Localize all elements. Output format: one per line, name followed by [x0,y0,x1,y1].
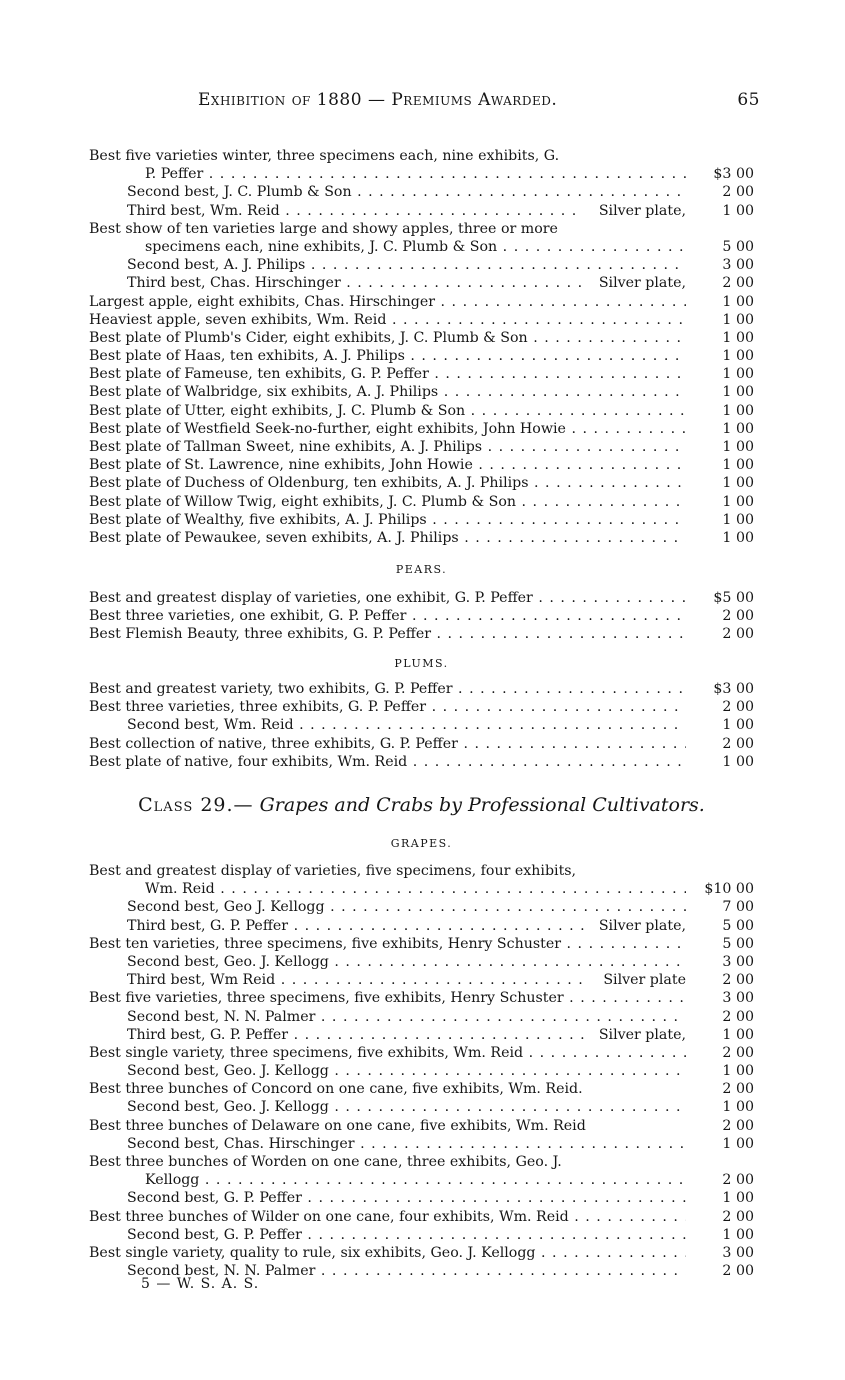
entry-text: Kellogg . . . [145,1171,686,1189]
entry-amount: 2 00 [722,1172,754,1189]
award-entry [89,1171,754,1189]
award-entry [89,716,754,734]
award-entry [89,1226,754,1244]
award-entry [89,474,754,492]
entry-amount: 2 00 [722,1008,754,1025]
page-header [88,90,760,114]
award-entry [89,202,754,220]
entry-text: Best show of ten varieties large and showy apples, three or more [89,220,558,237]
entry-text: Third best, Chas. Hirschinger . . . [127,274,584,292]
award-entry [89,917,754,935]
entry-text: specimens each, nine exhibits, J. C. Plumb & Son . . . [145,238,686,256]
class-subtitle: Grapes and Crabs by Professional Cultivators. [259,794,705,816]
entry-text: Best plate of Tallman Sweet, nine exhibits, A. J. Philips . . . [89,438,686,456]
award-entry [89,898,754,916]
entry-amount: 1 00 [722,1190,754,1207]
prize-label: Silver plate [603,972,686,989]
award-entry [89,1189,754,1207]
prize-label: Silver plate, [598,1026,686,1043]
entry-amount: 2 00 [722,1044,754,1061]
entry-amount: 1 00 [722,475,754,492]
entry-amount: $3 00 [713,681,754,697]
award-entry [89,607,754,625]
entry-amount: 2 00 [722,275,754,292]
entry-text: Best three bunches of Concord on one cane, five exhibits, Wm. Reid. [89,1081,583,1098]
entry-text: Best three bunches of Worden on one cane, three exhibits, Geo. J. [89,1154,562,1170]
running-title: Exhibition of 1880 — Premiums Awarded. [198,90,558,110]
entry-amount: 2 00 [722,735,754,752]
entry-text: Best plate of native, four exhibits, Wm. Reid . . . [89,753,686,771]
entry-text: Second best, N. N. Palmer . . . [127,1008,686,1026]
entry-amount: 1 00 [722,366,754,383]
award-entry [89,456,754,474]
entry-text: Second best, N. N. Palmer . . . [127,1262,686,1280]
award-entry [89,1244,754,1262]
class-label: Class 29.— [138,794,254,816]
award-entry [89,753,754,771]
prize-label: Silver plate, [598,202,686,219]
entry-text: Third best, G. P. Peffer . . . [127,1026,584,1044]
signature-mark: 5 — W. S. A. S. [141,1276,260,1292]
entry-amount: 2 00 [722,626,754,643]
entry-amount: 2 00 [722,1208,754,1225]
award-entry [89,165,754,183]
entry-text: Second best, G. P. Peffer . . . [127,1189,686,1207]
entry-amount: 5 00 [722,238,754,255]
entry-amount: 2 00 [722,1263,754,1280]
entry-amount: 2 00 [722,1117,754,1134]
award-entry [89,183,754,201]
entry-amount: $10 00 [704,881,754,898]
entry-amount: 1 00 [722,439,754,455]
award-entry [89,1117,754,1135]
award-entry [89,971,754,989]
award-entry [89,347,754,365]
entry-amount: 1 00 [722,457,754,474]
entry-amount: 5 00 [722,917,754,934]
grapes-heading: GRAPES. [390,837,453,850]
award-entry [89,735,754,753]
entry-text: Second best, J. C. Plumb & Son . . . [127,183,686,201]
entry-amount: 1 00 [722,402,754,419]
entry-text: Second best, Chas. Hirschinger . . . [127,1135,686,1153]
entry-amount: 1 00 [722,1026,754,1043]
entry-amount: 1 00 [722,529,754,546]
entry-text: Third best, Wm Reid . . . [127,971,584,989]
award-entry [89,256,754,274]
entry-text: Best Flemish Beauty, three exhibits, G. P. Peffer . . . [89,625,686,643]
entry-amount: 7 00 [722,899,754,916]
prize-label: Silver plate, [598,917,686,934]
award-entry [89,220,754,238]
prize-label: Silver plate, [598,275,686,292]
award-entry [89,680,754,698]
entry-text: Third best, Wm. Reid . . . [127,202,584,220]
award-entry [89,880,754,898]
entry-amount: 2 00 [722,608,754,625]
entry-amount: 1 00 [722,717,754,734]
entry-amount: 3 00 [722,257,754,274]
award-entry [89,365,754,383]
entry-amount: 1 00 [722,202,754,219]
entry-amount: 1 00 [722,311,754,328]
award-entry [89,511,754,529]
award-entry [89,238,754,256]
award-entry [89,493,754,511]
plums-heading: PLUMS. [394,657,449,670]
award-entry [89,274,754,292]
award-entry [89,862,754,880]
entry-text: Best single variety, three specimens, five exhibits, Wm. Reid . . . [89,1044,686,1062]
entry-amount: 1 00 [722,420,754,437]
entry-amount: 1 00 [722,753,754,770]
award-entry [89,329,754,347]
entry-amount: 1 00 [722,511,754,528]
entry-text: Best plate of Duchess of Oldenburg, ten exhibits, A. J. Philips . . . [89,474,686,492]
award-entry [89,438,754,456]
award-entry [89,1026,754,1044]
award-entry [89,989,754,1007]
entry-text: Best and greatest variety, two exhibits, G. P. Peffer . . . [89,680,686,698]
plums-list [89,680,754,771]
entry-amount: $5 00 [713,590,754,606]
entry-text: Second best, Geo. J. Kellogg . . . [127,1062,686,1080]
entry-text: Second best, Geo J. Kellogg . . . [127,898,686,916]
entry-text: Best plate of Fameuse, ten exhibits, G. P. Peffer . . . [89,365,686,383]
entry-amount: 3 00 [722,953,754,970]
entry-amount: 1 00 [722,384,754,401]
entry-text: Best three varieties, three exhibits, G. P. Peffer . . . [89,698,686,716]
entry-text: Best plate of Wealthy, five exhibits, A. J. Philips . . . [89,511,686,529]
award-entry [89,1208,754,1226]
entry-text: Wm. Reid . . . [145,880,686,898]
entry-text: Best and greatest display of varieties, one exhibit, G. P. Peffer . . . [89,589,686,607]
entry-text: Largest apple, eight exhibits, Chas. Hirschinger . . . [89,293,686,311]
entry-text: Heaviest apple, seven exhibits, Wm. Reid . . . [89,311,686,329]
award-entry [89,953,754,971]
award-entry [89,935,754,953]
entry-text: Best three bunches of Delaware on one cane, five exhibits, Wm. Reid [89,1117,586,1134]
entry-amount: 2 00 [722,972,754,989]
entry-text: Best plate of Plumb's Cider, eight exhibits, J. C. Plumb & Son . . . [89,329,686,347]
entry-text: Best plate of St. Lawrence, nine exhibits, John Howie . . . [89,456,686,474]
entry-text: Best three varieties, one exhibit, G. P. Peffer . . . [89,607,686,625]
award-entry [89,293,754,311]
entry-amount: 1 00 [722,1226,754,1243]
entry-text: Second best, A. J. Philips . . . [127,256,686,274]
entry-amount: 2 00 [722,184,754,201]
entry-text: Best ten varieties, three specimens, five exhibits, Henry Schuster . . . [89,935,686,953]
award-entry [89,1080,754,1098]
page-number: 65 [737,90,760,110]
award-entry [89,311,754,329]
award-entry [89,1153,754,1171]
entry-text: Best three bunches of Wilder on one cane, four exhibits, Wm. Reid . . . [89,1208,686,1226]
award-entry [89,529,754,547]
class-heading [89,794,754,820]
award-entry [89,402,754,420]
entry-amount: $3 00 [713,166,754,183]
entry-amount: 1 00 [722,348,754,365]
pears-heading: PEARS. [395,563,448,576]
entry-amount: 1 00 [722,1099,754,1116]
apples-list [89,147,754,547]
entry-text: P. Peffer . . . [145,165,686,183]
award-entry [89,625,754,643]
entry-amount: 2 00 [722,699,754,716]
entry-text: Second best, G. P. Peffer . . . [127,1226,686,1244]
entry-amount: 1 00 [722,1135,754,1152]
entry-amount: 1 00 [722,329,754,346]
award-entry [89,1135,754,1153]
entry-amount: 3 00 [722,1244,754,1261]
entry-amount: 1 00 [722,1063,754,1080]
award-entry [89,589,754,607]
entry-amount: 2 00 [722,1081,754,1098]
entry-amount: 3 00 [722,990,754,1007]
entry-text: Second best, Geo. J. Kellogg . . . [127,953,686,971]
entry-text: Third best, G. P. Peffer . . . [127,917,584,935]
entry-text: Second best, Geo. J. Kellogg . . . [127,1098,686,1116]
award-entry [89,1008,754,1026]
entry-text: Second best, Wm. Reid . . . [127,716,686,734]
entry-amount: 1 00 [722,493,754,510]
entry-text: Best collection of native, three exhibits, G. P. Peffer . . . [89,735,686,753]
entry-text: Best plate of Utter, eight exhibits, J. C. Plumb & Son . . . [89,402,686,420]
entry-amount: 5 00 [722,935,754,952]
award-entry [89,1062,754,1080]
award-entry [89,698,754,716]
award-entry [89,147,754,165]
entry-text: Best and greatest display of varieties, five specimens, four exhibits, [89,863,577,879]
entry-amount: 1 00 [722,293,754,310]
award-entry [89,420,754,438]
entry-text: Best plate of Westfield Seek-no-further, eight exhibits, John Howie . . . [89,420,686,438]
entry-text: Best plate of Haas, ten exhibits, A. J. Philips . . . [89,347,686,365]
pears-list [89,589,754,644]
award-entry [89,1098,754,1116]
award-entry [89,1044,754,1062]
entry-text: Best single variety, quality to rule, six exhibits, Geo. J. Kellogg . . . [89,1244,686,1262]
entry-text: Best plate of Willow Twig, eight exhibits, J. C. Plumb & Son . . . [89,493,686,511]
grapes-list [89,862,754,1280]
award-entry [89,383,754,401]
entry-text: Best plate of Pewaukee, seven exhibits, A. J. Philips . . . [89,529,686,547]
entry-text: Best plate of Walbridge, six exhibits, A. J. Philips . . . [89,383,686,401]
entry-text: Best five varieties, three specimens, five exhibits, Henry Schuster . . . [89,989,686,1007]
entry-text: Best five varieties winter, three specimens each, nine exhibits, G. [89,148,560,164]
